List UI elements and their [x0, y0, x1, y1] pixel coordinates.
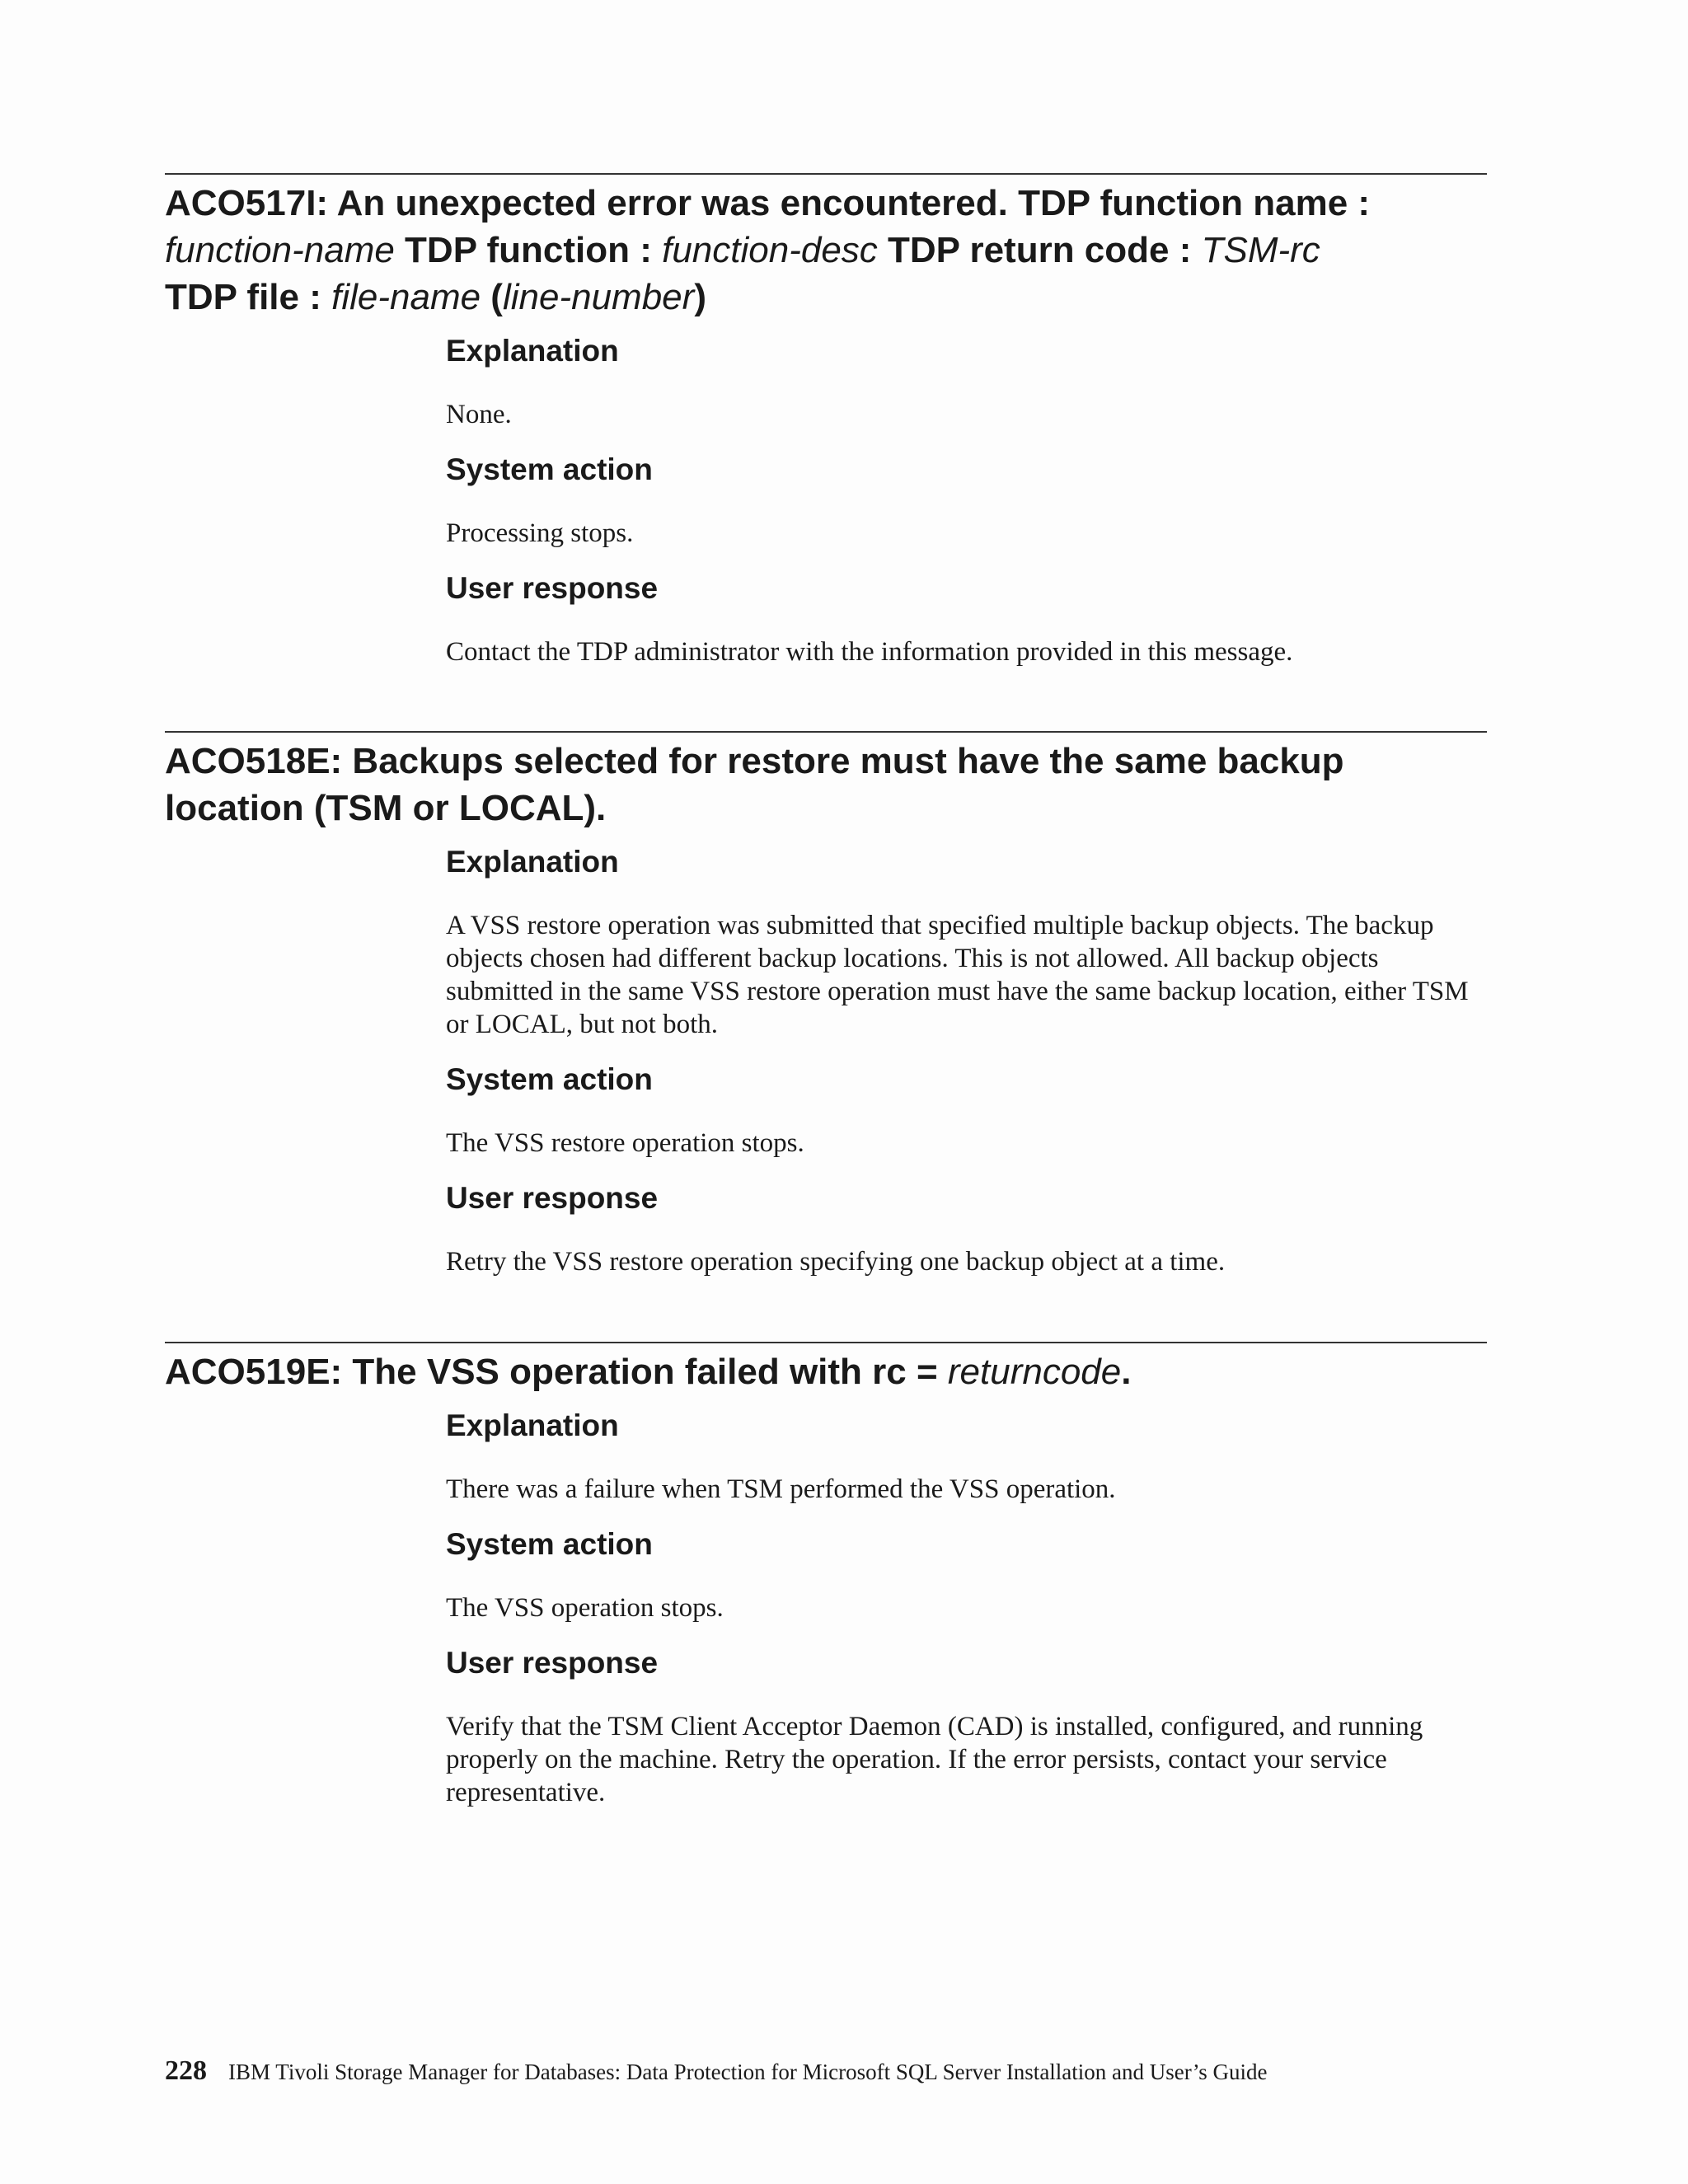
user-response-text: Verify that the TSM Client Acceptor Daemon (CAD) is installed, configured, and running properly on the machine. Retry the operation. If the error persists, contact your service representative. [446, 1712, 1423, 1807]
explanation-text: A VSS restore operation was submitted that specified multiple backup objects. The backup objects chosen had different backup locations. This is not allowed. All backup objects submitted in the same VSS restore operation must have the same backup location, either TSM or LOCAL, but not both. [446, 911, 1469, 1039]
system-action-heading: System action [446, 1062, 653, 1096]
title-text: TDP return code : [877, 230, 1202, 270]
user-response-heading: User response [446, 571, 659, 605]
section-divider [165, 731, 1487, 733]
system-action-text: The VSS operation stops. [446, 1593, 724, 1623]
explanation-heading: Explanation [446, 1408, 619, 1442]
title-variable: returncode [947, 1352, 1122, 1392]
system-action-heading: System action [446, 1527, 653, 1561]
title-variable: line-number [502, 277, 695, 317]
user-response-section [446, 569, 1487, 668]
message-title [165, 1348, 1487, 1395]
explanation-section [446, 1407, 1487, 1506]
user-response-heading: User response [446, 1646, 659, 1680]
message-title [165, 738, 1451, 832]
system-action-section [446, 451, 1487, 550]
explanation-heading: Explanation [446, 334, 619, 368]
system-action-section [446, 1526, 1487, 1624]
explanation-section [446, 332, 1487, 431]
title-text: ACO517I: An unexpected error was encountered. TDP function name : [165, 183, 1371, 223]
section-divider [165, 1342, 1487, 1343]
title-text: ( [481, 277, 503, 317]
explanation-text: None. [446, 400, 512, 429]
title-variable: file-name [331, 277, 481, 317]
message-aco517i [165, 173, 1487, 668]
title-variable: function-name [165, 230, 395, 270]
message-aco518e [165, 731, 1487, 1278]
user-response-text: Contact the TDP administrator with the information provided in this message. [446, 637, 1293, 667]
explanation-section [446, 843, 1487, 1041]
title-variable: function-desc [662, 230, 878, 270]
explanation-text: There was a failure when TSM performed the VSS operation. [446, 1474, 1116, 1504]
user-response-heading: User response [446, 1181, 659, 1215]
system-action-heading: System action [446, 452, 653, 486]
title-text: ) [694, 277, 706, 317]
title-variable: TSM-rc [1201, 230, 1320, 270]
section-divider [165, 173, 1487, 175]
page-footer [165, 2055, 1268, 2087]
message-title [165, 180, 1487, 321]
title-text: TDP function : [394, 230, 663, 270]
title-text: ACO518E: Backups selected for restore must have the same backup location (TSM or LOCAL). [165, 741, 1344, 828]
system-action-section [446, 1061, 1487, 1160]
title-text: . [1121, 1352, 1132, 1392]
system-action-text: The VSS restore operation stops. [446, 1128, 804, 1158]
user-response-text: Retry the VSS restore operation specifying one backup object at a time. [446, 1247, 1226, 1277]
user-response-section [446, 1179, 1487, 1278]
title-text: ACO519E: The VSS operation failed with rc = [165, 1352, 948, 1392]
page-number: 228 [165, 2055, 207, 2086]
user-response-section [446, 1644, 1487, 1809]
book-title: IBM Tivoli Storage Manager for Databases: Data Protection for Microsoft SQL Server Installation and User’s Guide [228, 2060, 1268, 2084]
system-action-text: Processing stops. [446, 518, 634, 548]
message-aco519e [165, 1342, 1487, 1809]
title-text: TDP file : [165, 277, 332, 317]
explanation-heading: Explanation [446, 845, 619, 879]
